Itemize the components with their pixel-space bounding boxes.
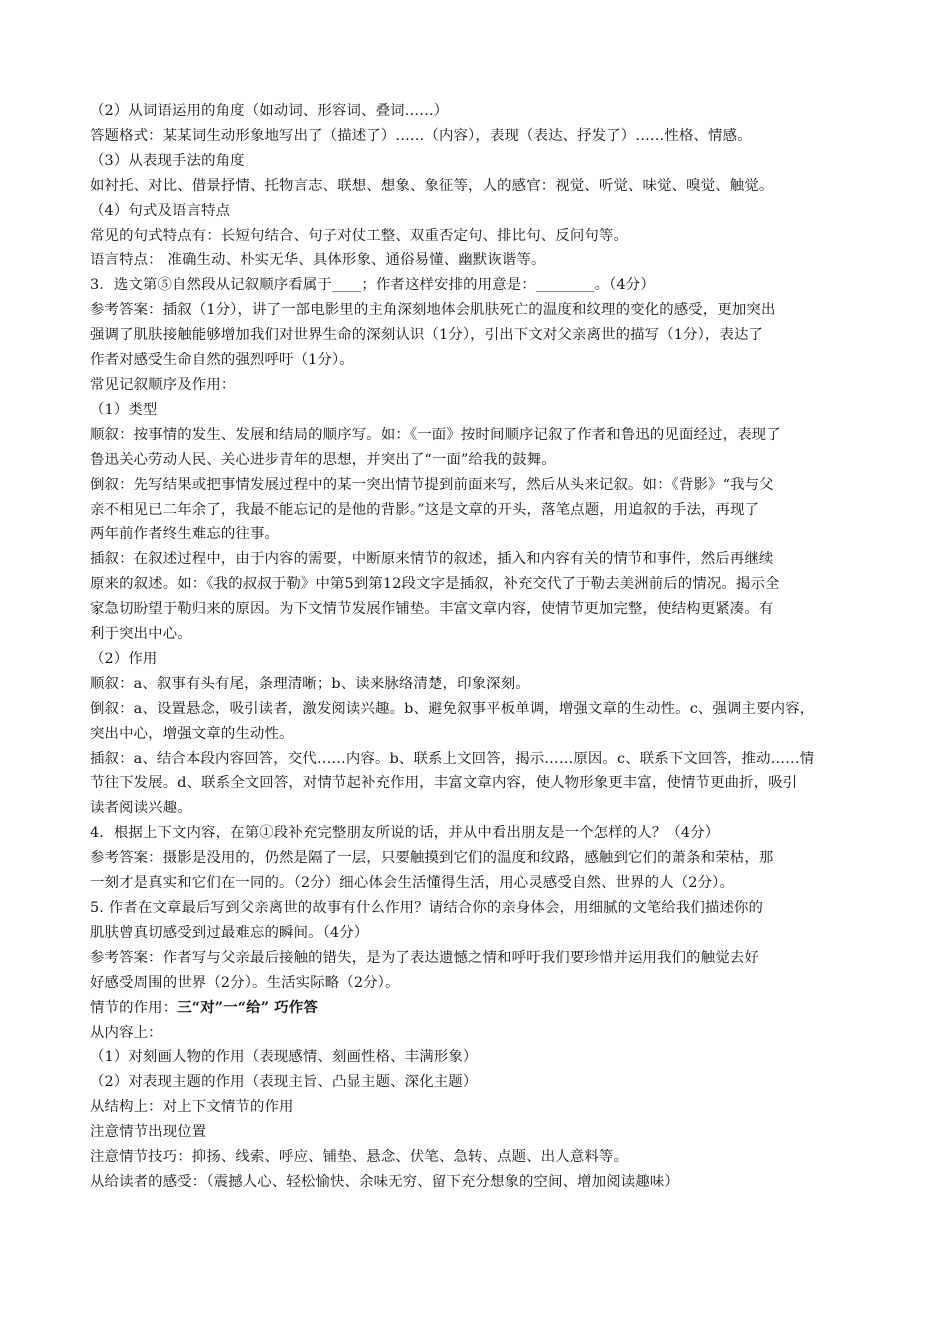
text-line: 从内容上： [90,1024,163,1041]
text-line: （3）从表现手法的角度 [90,152,245,169]
text-line: 常见的句式特点有：长短句结合、句子对仗工整、双重否定句、排比句、反问句等。 [90,227,629,244]
answer-line: 参考答案：作者写与父亲最后接触的错失，是为了表达遗憾之情和呼吁我们要珍惜并运用我们的触觉去好 [90,949,759,966]
text-line: （1）类型 [90,401,158,418]
section-heading-label: 情节的作用： [90,999,178,1016]
text-line: 插叙：在叙述过程中，由于内容的需要，中断原来情节的叙述，插入和内容有关的情节和事件，然后再继续 [90,551,774,568]
text-line: （1）对刻画人物的作用（表现感情、刻画性格、丰满形象） [90,1049,478,1066]
answer-line: 强调了肌肤接触能够增加我们对世界生命的深刻认识（1分），引出下文对父亲离世的描写（1分），表达了 [90,327,764,344]
question-5: 5. 作者在文章最后写到父亲离世的故事有什么作用？请结合你的亲身体会，用细腻的文笔给我们描述你的 [90,900,764,916]
text-line: 从给读者的感受：（震撼人心、轻松愉快、余味无穷、留下充分想象的空间、增加阅读趣味） [90,1173,679,1190]
question-3: 3．选文第⑤自然段从记叙顺序看属于____；作者这样安排的用意是：________。（4分） [90,277,655,294]
text-line: （4）句式及语言特点 [90,202,231,219]
text-line: 原来的叙述。如：《我的叔叔于勒》中第5到第12段文字是插叙，补充交代了于勒去美洲前后的情况。揭示全 [90,576,780,593]
text-line: （2）对表现主题的作用（表现主旨、凸显主题、深化主题） [90,1074,478,1091]
text-line: 读者阅读兴趣。 [90,800,192,817]
text-line: 亲不相见已二年余了，我最不能忘记的是他的背影。”这是文章的开头，落笔点题，用追叙的手法，再现了 [90,501,760,518]
text-line: 节往下发展。d、联系全文回答，对情节起补充作用，丰富文章内容，使人物形象更丰富，使情节更曲折，吸引 [90,775,798,792]
text-line: 顺叙：a、叙事有头有尾，条理清晰；b、读来脉络清楚，印象深刻。 [90,675,530,692]
text-line: 注意情节技巧：抑扬、线索、呼应、铺垫、悬念、伏笔、急转、点题、出人意料等。 [90,1149,629,1166]
text-line: 注意情节出现位置 [90,1124,207,1141]
question-5: 肌肤曾真切感受到过最难忘的瞬间。（4分） [90,924,369,941]
answer-line: 一刻才是真实和它们在一同的。（2分）细心体会生活懂得生活，用心灵感受自然、世界的人（2分）。 [90,875,735,892]
question-4: 4．根据上下文内容，在第①段补充完整朋友所说的话，并从中看出朋友是一个怎样的人？（4分） [90,825,720,842]
text-line: 倒叙：a、设置悬念，吸引读者，激发阅读兴趣。b、避免叙事平板单调，增强文章的生动性。c、强调主要内容， [90,700,815,717]
text-line: （2）作用 [90,650,158,667]
text-line: 利于突出中心。 [90,626,192,643]
text-line: 如衬托、对比、借景抒情、托物言志、联想、想象、象征等，人的感官：视觉、听觉、味觉、嗅觉、触觉。 [90,177,774,194]
text-line: 语言特点： 准确生动、朴实无华、具体形象、通俗易懂、幽默诙谐等。 [90,252,546,269]
text-line: 顺叙：按事情的发生、发展和结局的顺序写。如：《一面》按时间顺序记叙了作者和鲁迅的见面经过，表现了 [90,426,781,443]
text-line: 倒叙：先写结果或把事情发展过程中的某一突出情节提到前面来写，然后从头来记叙。如：《背影》“我与父 [90,476,774,493]
text-line: 从结构上：对上下文情节的作用 [90,1099,294,1116]
answer-line: 好感受周围的世界（2分）。生活实际略（2分）。 [90,974,400,991]
document-body [90,99,865,1195]
section-heading-bold: 三“对”一“给” 巧作答 [177,998,318,1016]
answer-line: 参考答案：摄影是没用的，仍然是隔了一层，只要触摸到它们的温度和纹路，感触到它们的萧条和荣枯，那 [90,850,774,867]
section-heading [90,996,865,1021]
text-line: 答题格式：某某词生动形象地写出了（描述了）……（内容），表现（表达、抒发了）……性格、情感。 [90,127,752,144]
text-line: 插叙：a、结合本段内容回答，交代……内容。b、联系上文回答，揭示……原因。c、联系下文回答，推动……情 [90,750,815,767]
answer-line: 作者对感受生命自然的强烈呼吁（1分）。 [90,352,354,369]
text-line: 家急切盼望于勒归来的原因。为下文情节发展作铺垫。丰富文章内容，使情节更加完整，使结构更紧凑。有 [90,601,774,618]
text-line: 两年前作者终生难忘的往事。 [90,526,280,543]
text-line: 鲁迅关心劳动人民、关心进步青年的思想，并突出了“一面”给我的鼓舞。 [90,451,556,468]
text-line: 常见记叙顺序及作用： [90,376,236,393]
answer-line: 参考答案：插叙（1分），讲了一部电影里的主角深刻地体会肌肤死亡的温度和纹理的变化的感受，更加突出 [90,302,776,319]
text-line: （2）从词语运用的角度（如动词、形容词、叠词……） [90,103,449,119]
text-line: 突出中心，增强文章的生动性。 [90,725,294,742]
